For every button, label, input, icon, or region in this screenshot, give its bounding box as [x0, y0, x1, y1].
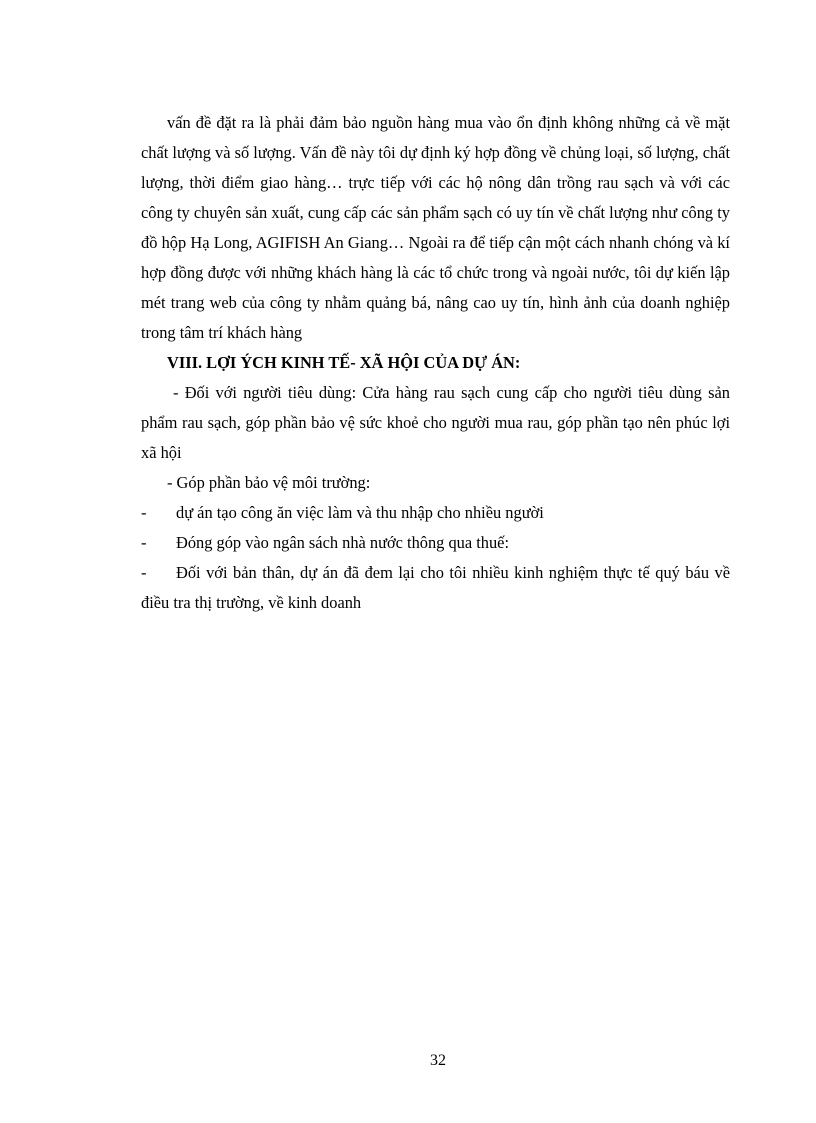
document-body [141, 108, 730, 618]
bullet-dash: - [141, 533, 147, 552]
paragraph-supply: vấn đề đặt ra là phải đảm bảo nguồn hàng mua vào ổn định không những cả về mặt chất lượng và số lượng. Vấn đề này tôi dự định ký hợp đồng về chủng loại, số lượng, chất lượng, thời điểm giao hàng… trực tiếp với các hộ nông dân trồng rau sạch và với các công ty chuyên sản xuất, cung cấp các sản phẩm sạch có uy tín về chất lượng như công ty đồ hộp Hạ Long, AGIFISH An Giang… Ngoài ra để tiếp cận một cách nhanh chóng và kí hợp đồng được với những khách hàng là các tổ chức trong và ngoài nước, tôi dự kiến lập mét trang web của công ty nhằm quảng bá, nâng cao uy tín, hình ảnh của doanh nghiệp trong tâm trí khách hàng [141, 113, 730, 342]
bullet-dash: - [141, 503, 147, 522]
page-number: 32 [430, 1052, 446, 1069]
list-item [141, 528, 730, 558]
bullet-text: Đóng góp vào ngân sách nhà nước thông qua thuế: [176, 533, 509, 552]
list-item [141, 558, 730, 618]
paragraph-consumer-benefit: - Đối với người tiêu dùng: Cửa hàng rau sạch cung cấp cho người tiêu dùng sản phẩm rau sạch, góp phần bảo vệ sức khoẻ cho người mua rau, góp phần tạo nên phúc lợi xã hội [141, 383, 730, 462]
section-heading: VIII. LỢI ÝCH KINH TẾ- XÃ HỘI CỦA DỰ ÁN: [167, 353, 521, 372]
bullet-dash: - [141, 563, 147, 582]
list-item [141, 498, 730, 528]
bullet-text: Đối với bản thân, dự án đã đem lại cho tôi nhiều kinh nghiệm thực tế quý báu về điều tra thị trường, về kinh doanh [141, 563, 730, 612]
bullet-text: dự án tạo công ăn việc làm và thu nhập cho nhiều người [176, 503, 544, 522]
paragraph-environment: - Góp phần bảo vệ môi trường: [167, 473, 371, 492]
